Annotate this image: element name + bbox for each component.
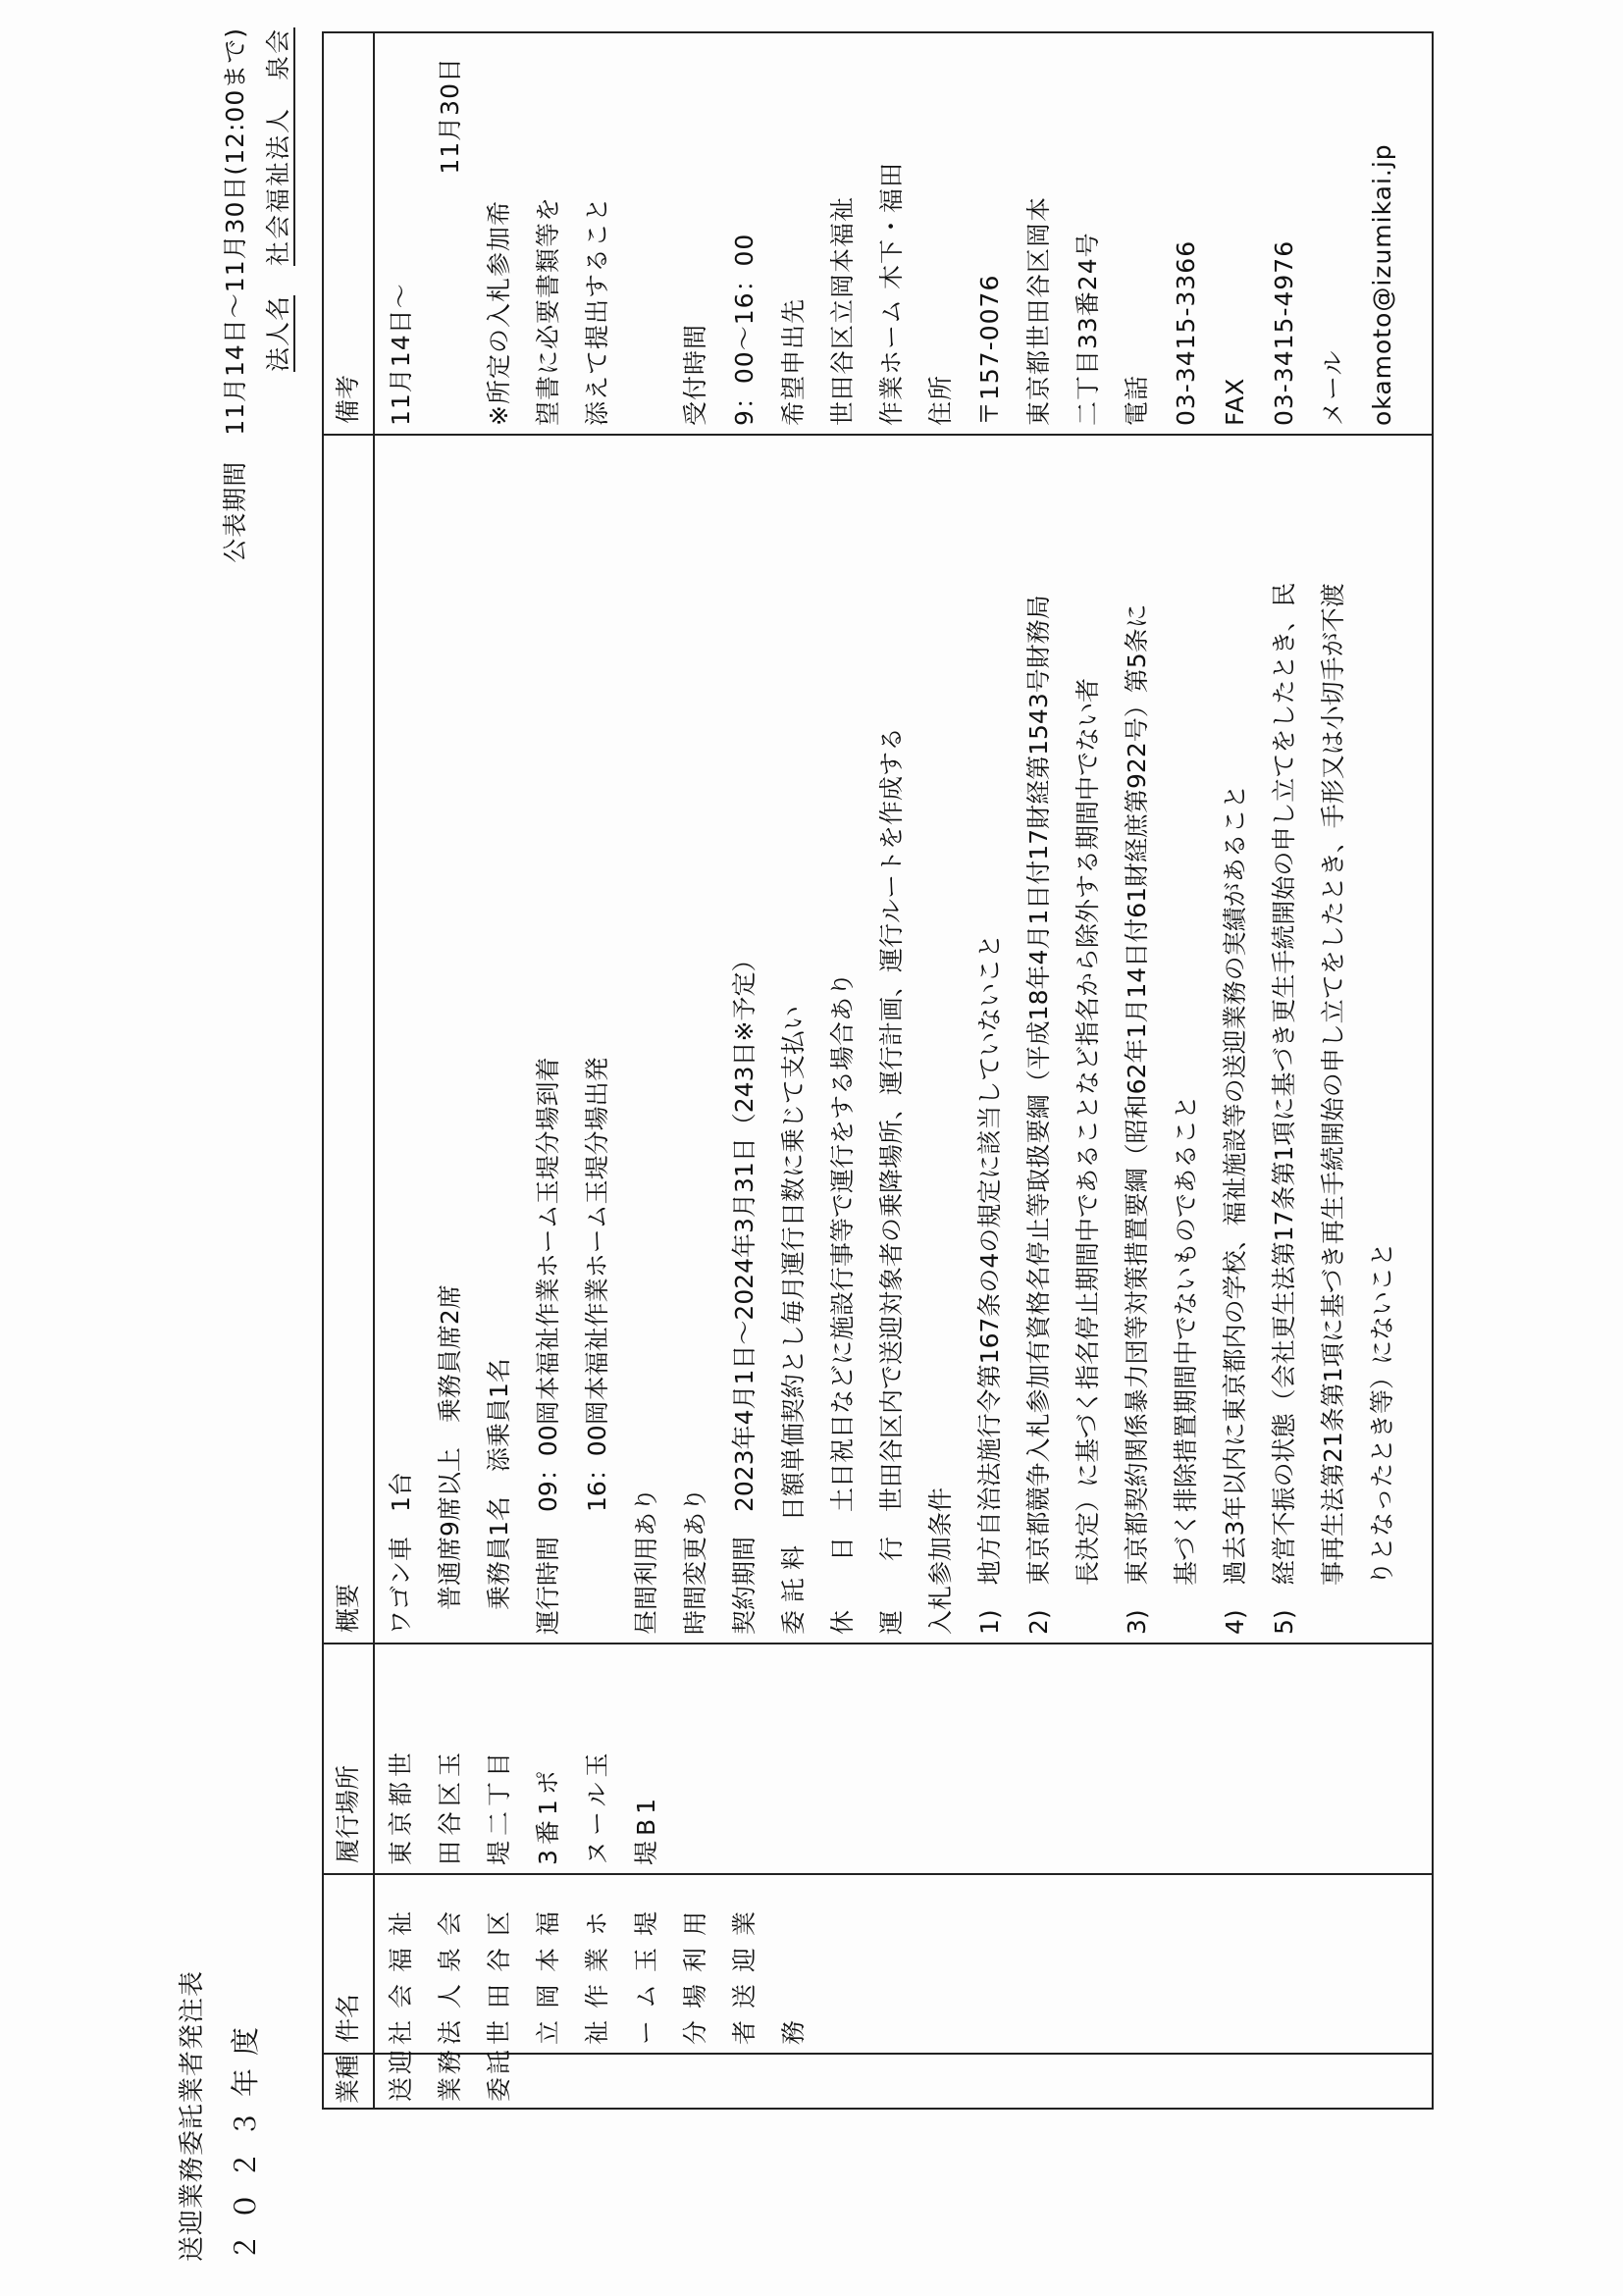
name-line: 立岡本福 [534,1899,562,2045]
notes-line: ※所定の入札参加希 [485,200,513,426]
notes-line: 受付時間 [681,323,709,426]
notes-line: 二丁目33番24号 [1073,232,1102,426]
header-place: 履行場所 [334,1764,362,1863]
summary-line: 昼間利用あり [632,1487,660,1635]
summary-line: ワゴン車 1台 [387,1472,415,1635]
name-line: 務 [779,2008,808,2045]
name-line: 法人泉会 [436,1899,464,2045]
name-cell [373,1875,1432,2055]
summary-line: 運 行 世田谷区内で送迎対象者の乗降場所、運行計画、運行ルートを作成する [877,726,906,1635]
summary-line: 乗務員1名 添乗員1名 [485,1358,513,1635]
summary-cell [373,436,1432,1644]
fiscal-year: ２０２３年度 [229,2013,262,2262]
notes-line: 世田谷区立岡本福祉 [828,195,857,426]
publication-period: 公表期間 11月14日～11月30日(12:00まで) [221,27,249,563]
notes-cell [373,33,1432,436]
notes-line: 11月14日～ [387,283,415,426]
name-line: 祉作業ホ [583,1899,611,2045]
header-notes: 備考 [334,374,362,424]
notes-line: 11月30日 [436,57,464,175]
notes-line: 03-3415-3366 [1172,239,1200,426]
type-line: 業務 [436,2046,464,2102]
summary-line: りとなったとき等）にないこと [1368,1241,1396,1635]
order-table [322,31,1434,2110]
summary-line: 運行時間 09：00岡本福祉作業ホーム玉堤分場到着 [534,1057,562,1635]
summary-line: 長決定）に基づく指名停止期間中であることなど指名から除外する期間中でない者 [1073,677,1102,1635]
place-line: 東京都世 [387,1747,415,1865]
summary-line: 委 託 料 日額単価契約とし毎月運行日数に乗じて支払い [779,1006,808,1635]
summary-line: 普通席9席以上 乗務員席2席 [436,1284,464,1635]
summary-line: 休 日 土日祝日などに施設行事等で運行をする場合あり [828,971,857,1635]
document-title: 送迎業務委託業者発注表 [178,1969,207,2262]
notes-line: 〒157-0076 [975,274,1004,426]
place-line: 堤B1 [632,1793,660,1865]
summary-line: 3) 東京都契約関係暴力団等対策措置要綱（昭和62年1月14日付61財経庶第922号）第5条に [1123,603,1151,1635]
name-line: 者送迎業 [730,1899,759,2045]
notes-line: FAX [1221,377,1249,426]
summary-line: 1) 地方自治法施行令第167条の4の規定に該当していないこと [975,933,1004,1635]
type-cell [373,2046,1432,2108]
summary-line: 基づく排除措置期間中でないものであること [1172,1094,1200,1635]
summary-line: 時間変更あり [681,1487,709,1635]
summary-line: 入札参加条件 [926,1487,955,1635]
notes-line: 望書に必要書類等を [534,195,562,426]
summary-line: 5) 経営不振の状態（会社更生法第17条第1項に基づき更生手続開始の申し立てをしたとき、民 [1270,582,1298,1635]
place-line: 田谷区玉 [436,1747,464,1865]
notes-line: 東京都世田谷区岡本 [1024,195,1053,426]
summary-line: 16：00岡本福祉作業ホーム玉堤分場出発 [583,1057,611,1635]
summary-line: 4) 過去3年以内に東京都内の学校、福祉施設等の送迎業務の実績があること [1221,784,1249,1635]
notes-line: 03-3415-4976 [1270,239,1298,426]
corporation-line [259,27,294,372]
notes-line: okamoto@izumikai.jp [1368,143,1396,426]
summary-line: 2) 東京都競争入札参加有資格名停止等取扱要綱（平成18年4月1日付17財経第1543号財務局 [1024,595,1053,1635]
notes-line: 作業ホーム 木下・福田 [877,162,906,426]
name-line: ーム玉堤 [632,1899,660,2045]
summary-line: 契約期間 2023年4月1日～2024年3月31日（243日※予定） [730,947,759,1635]
name-line: 社会福祉 [387,1899,415,2045]
place-cell [373,1644,1432,1875]
type-line: 委託 [485,2046,513,2102]
notes-line: 添えて提出すること [583,195,611,426]
name-line: 世田谷区 [485,1899,513,2045]
place-line: 3番1ポ [534,1765,562,1865]
notes-line: 希望申出先 [779,297,808,426]
corporation-name: 社会福祉法人 泉会 [264,27,295,266]
name-line: 分場利用 [681,1899,709,2045]
notes-line [622,426,671,436]
header-summary: 概要 [334,1583,362,1633]
place-line: 堤二丁目 [485,1747,513,1865]
notes-line: 住所 [926,374,955,426]
corporation-label: 法人名 [264,295,295,372]
type-line: 送迎 [387,2046,415,2102]
place-line: ヌール玉 [583,1748,611,1865]
notes-line: メール [1319,349,1347,426]
header-type: 業種 [334,2054,362,2104]
summary-line: 事再生法第21条第1項に基づき再生手続開始の申し立てをしたとき、手形又は小切手が不渡 [1319,583,1347,1635]
header-name: 件名 [334,1993,362,2043]
notes-line: 電話 [1123,374,1151,426]
notes-line: 9：00～16：00 [730,233,759,426]
